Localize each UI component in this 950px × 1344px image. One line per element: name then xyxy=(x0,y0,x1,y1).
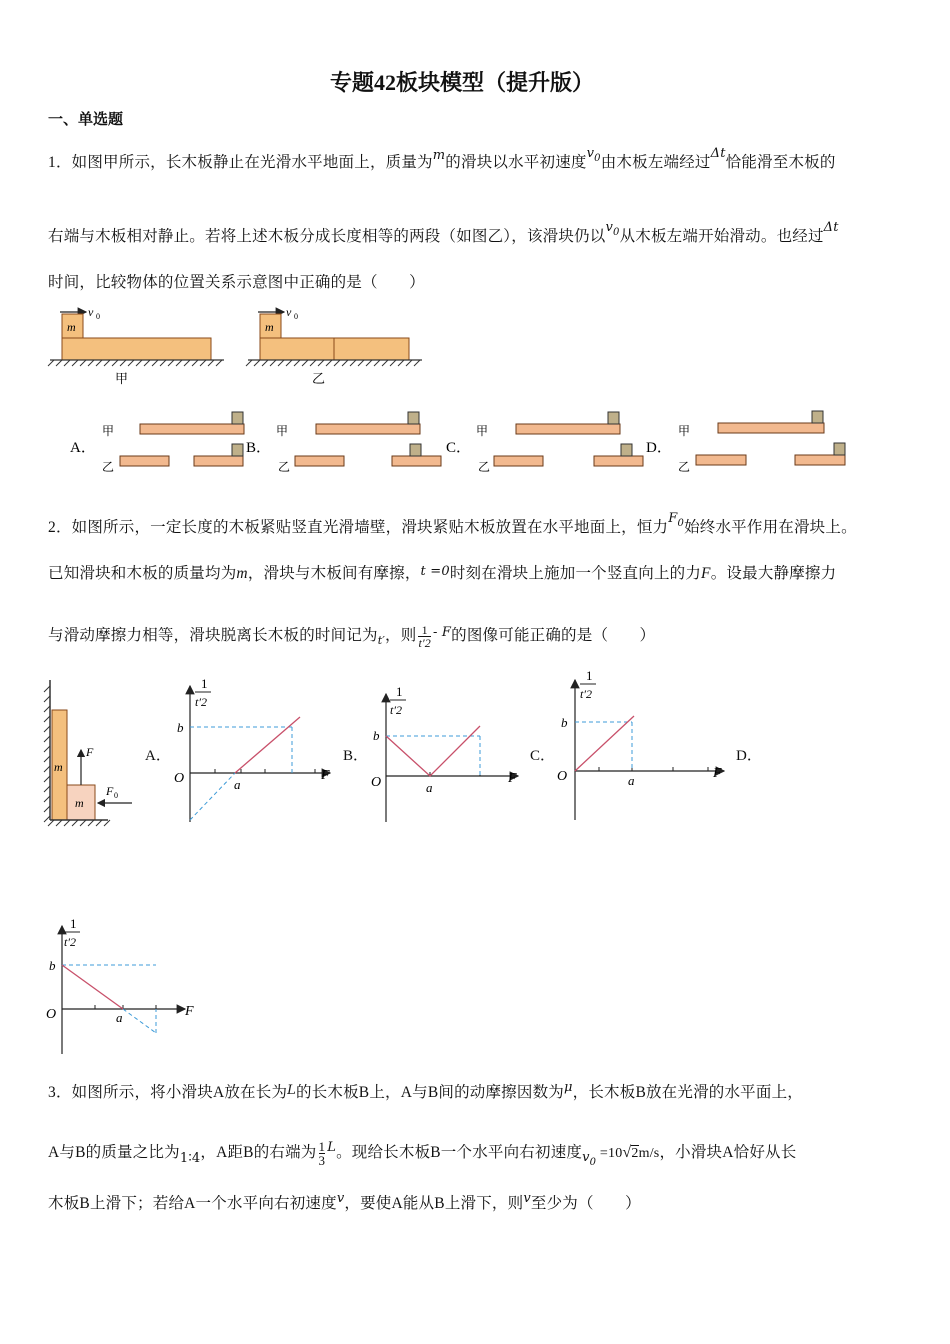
q1-figure xyxy=(40,296,440,388)
svg-text:v: v xyxy=(88,305,94,319)
q3-line3: 木板B上滑下；若给A一个水平向右初速度$^v$，要使A能从B上滑下，则$^v$至少为（ ） xyxy=(48,1191,641,1212)
svg-text:0: 0 xyxy=(294,312,298,321)
svg-text:0: 0 xyxy=(96,312,100,321)
svg-text:O: O xyxy=(46,1007,57,1022)
q1-line1: 1．如图甲所示，长木板静止在光滑水平地面上，质量为$^m$的滑块以水平初速度$^{v_0}$由木板左端经过$^{\Delta t}$恰能滑至木板的 xyxy=(48,146,836,171)
q2-line3: 与滑动摩擦力相等，滑块脱离长木板的时间记为$_{t'}$，则 $\frac{1}{t'2}$ $^{- F}$的图像可能正确的是（ ） xyxy=(48,622,656,650)
svg-text:甲: 甲 xyxy=(276,424,289,438)
q2-graph-d[interactable] xyxy=(40,912,210,1058)
svg-text:乙: 乙 xyxy=(478,460,491,474)
q2-option-c-label[interactable]: C． xyxy=(530,748,556,764)
section-heading: 一、单选题 xyxy=(48,112,124,128)
svg-text:B．: B． xyxy=(246,440,272,456)
svg-text:甲: 甲 xyxy=(102,424,115,438)
svg-text:O: O xyxy=(557,769,568,784)
page-title: 专题42板块模型（提升版） xyxy=(330,70,595,95)
svg-text:t′2: t′2 xyxy=(390,703,402,717)
svg-text:F: F xyxy=(321,768,330,783)
q2-setup-figure xyxy=(40,676,140,828)
q1-line3: 时间，比较物体的位置关系示意图中正确的是（ ） xyxy=(48,274,425,291)
svg-text:b: b xyxy=(561,715,568,730)
svg-text:甲: 甲 xyxy=(476,424,489,438)
svg-text:m: m xyxy=(54,760,63,774)
svg-text:t′2: t′2 xyxy=(195,695,207,709)
svg-text:m: m xyxy=(75,796,84,810)
svg-text:m: m xyxy=(67,320,76,334)
figure-jia xyxy=(48,305,224,386)
q2-option-b-label[interactable]: B． xyxy=(343,748,369,764)
q1-option-a[interactable] xyxy=(70,412,244,474)
svg-text:A．: A． xyxy=(70,440,96,456)
q2-line1: 2．如图所示，一定长度的木板紧贴竖直光滑墙壁，滑块紧贴木板放置在水平地面上，恒力$^{F_0}$始终水平作用在滑块上。 xyxy=(48,511,857,536)
svg-text:O: O xyxy=(174,771,185,786)
q1-option-c[interactable] xyxy=(446,412,643,474)
svg-text:C．: C． xyxy=(446,440,472,456)
svg-text:v: v xyxy=(286,305,292,319)
svg-text:D．: D． xyxy=(646,440,672,456)
svg-text:t′2: t′2 xyxy=(64,935,76,949)
svg-text:t′2: t′2 xyxy=(580,687,592,701)
svg-text:b: b xyxy=(177,720,184,735)
long-board xyxy=(62,338,211,360)
svg-text:a: a xyxy=(628,773,635,788)
svg-text:b: b xyxy=(49,958,56,973)
svg-text:a: a xyxy=(234,777,241,792)
svg-text:甲: 甲 xyxy=(678,424,691,438)
svg-text:乙: 乙 xyxy=(312,371,326,386)
svg-text:F: F xyxy=(508,771,517,786)
svg-text:F: F xyxy=(185,1004,194,1019)
q2-option-a-label[interactable]: A． xyxy=(145,748,171,764)
q1-line2: 右端与木板相对静止。若将上述木板分成长度相等的两段（如图乙），该滑块仍以$^{v_0}$从木板左端开始滑动。也经过$^{\Delta t}$ xyxy=(48,220,839,245)
q3-line1: 3．如图所示，将小滑块A放在长为L的长木板B上，A与B间的动摩擦因数为$^\mu$，长木板B放在光滑的水平面上， xyxy=(48,1080,803,1101)
svg-text:1: 1 xyxy=(201,676,208,691)
svg-text:0: 0 xyxy=(114,791,118,800)
svg-text:乙: 乙 xyxy=(278,460,291,474)
q2-graph-b[interactable] xyxy=(362,680,527,832)
svg-text:a: a xyxy=(426,780,433,795)
figure-yi xyxy=(246,305,422,386)
q2-graph-a[interactable] xyxy=(165,672,340,832)
svg-text:1: 1 xyxy=(396,684,403,699)
svg-text:a: a xyxy=(116,1010,123,1025)
svg-text:1: 1 xyxy=(586,668,593,683)
svg-text:乙: 乙 xyxy=(678,460,691,474)
svg-text:1: 1 xyxy=(70,916,77,931)
q1-option-b[interactable] xyxy=(246,412,441,474)
q2-line2: 已知滑块和木板的质量均为m，滑块与木板间有摩擦，t =0时刻在滑块上施加一个竖直向上的力F。设最大静摩擦力 xyxy=(48,564,837,582)
svg-text:O: O xyxy=(371,775,382,790)
q1-options xyxy=(66,404,866,476)
svg-text:甲: 甲 xyxy=(115,371,129,386)
q2-graph-c[interactable] xyxy=(548,664,733,824)
q2-option-d-label[interactable]: D． xyxy=(736,748,762,764)
svg-text:F: F xyxy=(106,784,114,798)
svg-text:m: m xyxy=(265,320,274,334)
svg-text:乙: 乙 xyxy=(102,460,115,474)
svg-text:F: F xyxy=(713,766,722,781)
svg-text:F: F xyxy=(86,745,94,759)
q3-line2: A与B的质量之比为$_{1∶4}$，A距B的右端为 $\frac{1}{3}$ $^L$。现给长木板B一个水平向右初速度$_{v_0}$ =10√2m/s，小滑块A恰好从长 xyxy=(48,1139,797,1169)
svg-text:b: b xyxy=(373,728,380,743)
q1-option-d[interactable] xyxy=(646,411,845,474)
